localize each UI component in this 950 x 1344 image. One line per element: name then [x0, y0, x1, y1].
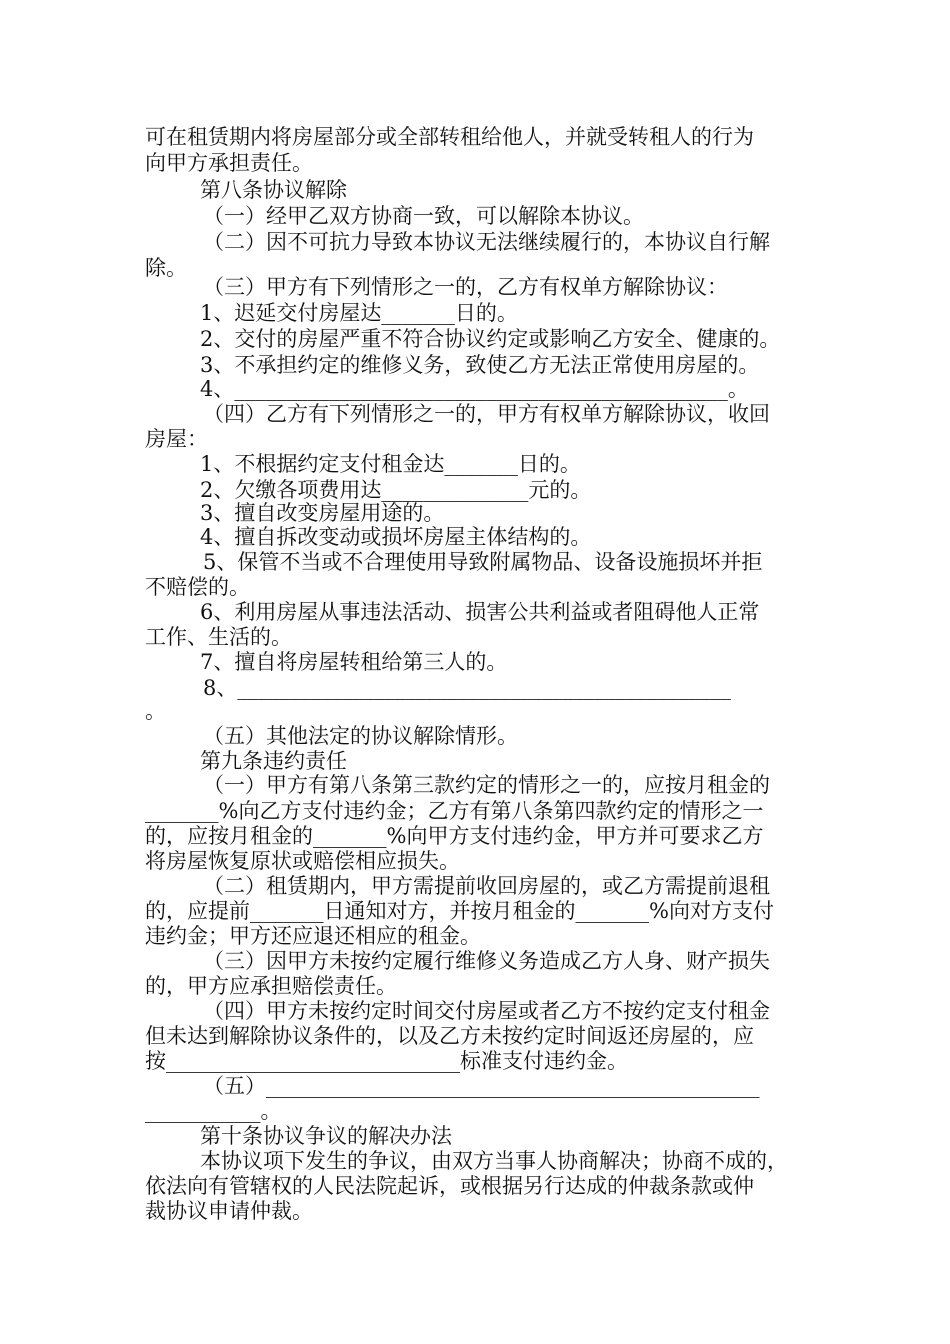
document-line: _______%向乙方支付违约金；乙方有第八条第四款约定的情形之一: [145, 799, 764, 823]
document-line: 本协议项下发生的争议，由双方当事人协商解决；协商不成的，: [200, 1149, 788, 1173]
document-line: （三）甲方有下列情形之一的，乙方有权单方解除协议：: [203, 275, 728, 299]
document-line: （五）其他法定的协议解除情形。: [203, 724, 518, 748]
document-line: （二）因不可抗力导致本协议无法继续履行的，本协议自行解: [203, 230, 770, 254]
document-line: 除。: [145, 256, 187, 280]
document-line: （一）甲方有第八条第三款约定的情形之一的，应按月租金的: [203, 773, 770, 797]
document-line: （四）乙方有下列情形之一的，甲方有权单方解除协议，收回: [203, 402, 770, 426]
document-line: 1、迟延交付房屋达_______日的。: [200, 301, 518, 325]
document-line: 的，应提前_______日通知对方，并按月租金的_______%向对方支付: [145, 899, 774, 923]
document-line: 5、保管不当或不合理使用导致附属物品、设备设施损坏并拒: [203, 550, 763, 574]
document-line: 4、_______________________________________________。: [200, 377, 749, 401]
document-line: 的，甲方应承担赔偿责任。: [145, 974, 397, 998]
document-line: 3、擅自改变房屋用途的。: [200, 501, 445, 525]
document-line: 7、擅自将房屋转租给第三人的。: [200, 650, 508, 674]
document-line: （四）甲方未按约定时间交付房屋或者乙方不按约定支付租金: [203, 999, 770, 1023]
document-line: 依法向有管辖权的人民法院起诉，或根据另行达成的仲裁条款或仲: [145, 1174, 754, 1198]
document-line: 工作、生活的。: [145, 625, 292, 649]
document-line: 向甲方承担责任。: [145, 151, 313, 175]
document-line: 违约金；甲方还应退还相应的租金。: [145, 924, 481, 948]
document-line: 1、不根据约定支付租金达_______日的。: [200, 452, 581, 476]
document-line: 可在租赁期内将房屋部分或全部转租给他人，并就受转租人的行为: [145, 125, 754, 149]
document-line: 房屋：: [145, 427, 208, 451]
document-line: 第九条违约责任: [200, 749, 347, 773]
document-line: 4、擅自拆改变动或损坏房屋主体结构的。: [200, 525, 592, 549]
document-line: 按____________________________标准支付违约金。: [145, 1049, 628, 1073]
document-line: （三）因甲方未按约定履行维修义务造成乙方人身、财产损失: [203, 949, 770, 973]
document-line: 裁协议申请仲裁。: [145, 1199, 313, 1223]
document-line: 将房屋恢复原状或赔偿相应损失。: [145, 849, 460, 873]
document-line: 8、_______________________________________________: [203, 676, 731, 700]
document-line: 的，应按月租金的_______%向甲方支付违约金，甲方并可要求乙方: [145, 824, 764, 848]
document-line: （二）租赁期内，甲方需提前收回房屋的，或乙方需提前退租: [203, 874, 770, 898]
document-line: （一）经甲乙双方协商一致，可以解除本协议。: [203, 204, 644, 228]
document-line: 不赔偿的。: [145, 575, 250, 599]
document-line: 但未达到解除协议条件的，以及乙方未按约定时间返还房屋的，应: [145, 1024, 754, 1048]
document-line: 2、欠缴各项费用达______________元的。: [200, 478, 592, 502]
document-line: ___________。: [145, 1099, 282, 1123]
document-line: 2、交付的房屋严重不符合协议约定或影响乙方安全、健康的。: [200, 327, 781, 351]
document-line: 6、利用房屋从事违法活动、损害公共利益或者阻碍他人正常: [200, 600, 760, 624]
document-line: 3、不承担约定的维修义务，致使乙方无法正常使用房屋的。: [200, 353, 760, 377]
document-line: 第八条协议解除: [200, 178, 347, 202]
document-line: 第十条协议争议的解决办法: [200, 1124, 452, 1148]
document-line: 。: [145, 699, 166, 723]
document-line: （五）_______________________________________________: [203, 1074, 760, 1098]
